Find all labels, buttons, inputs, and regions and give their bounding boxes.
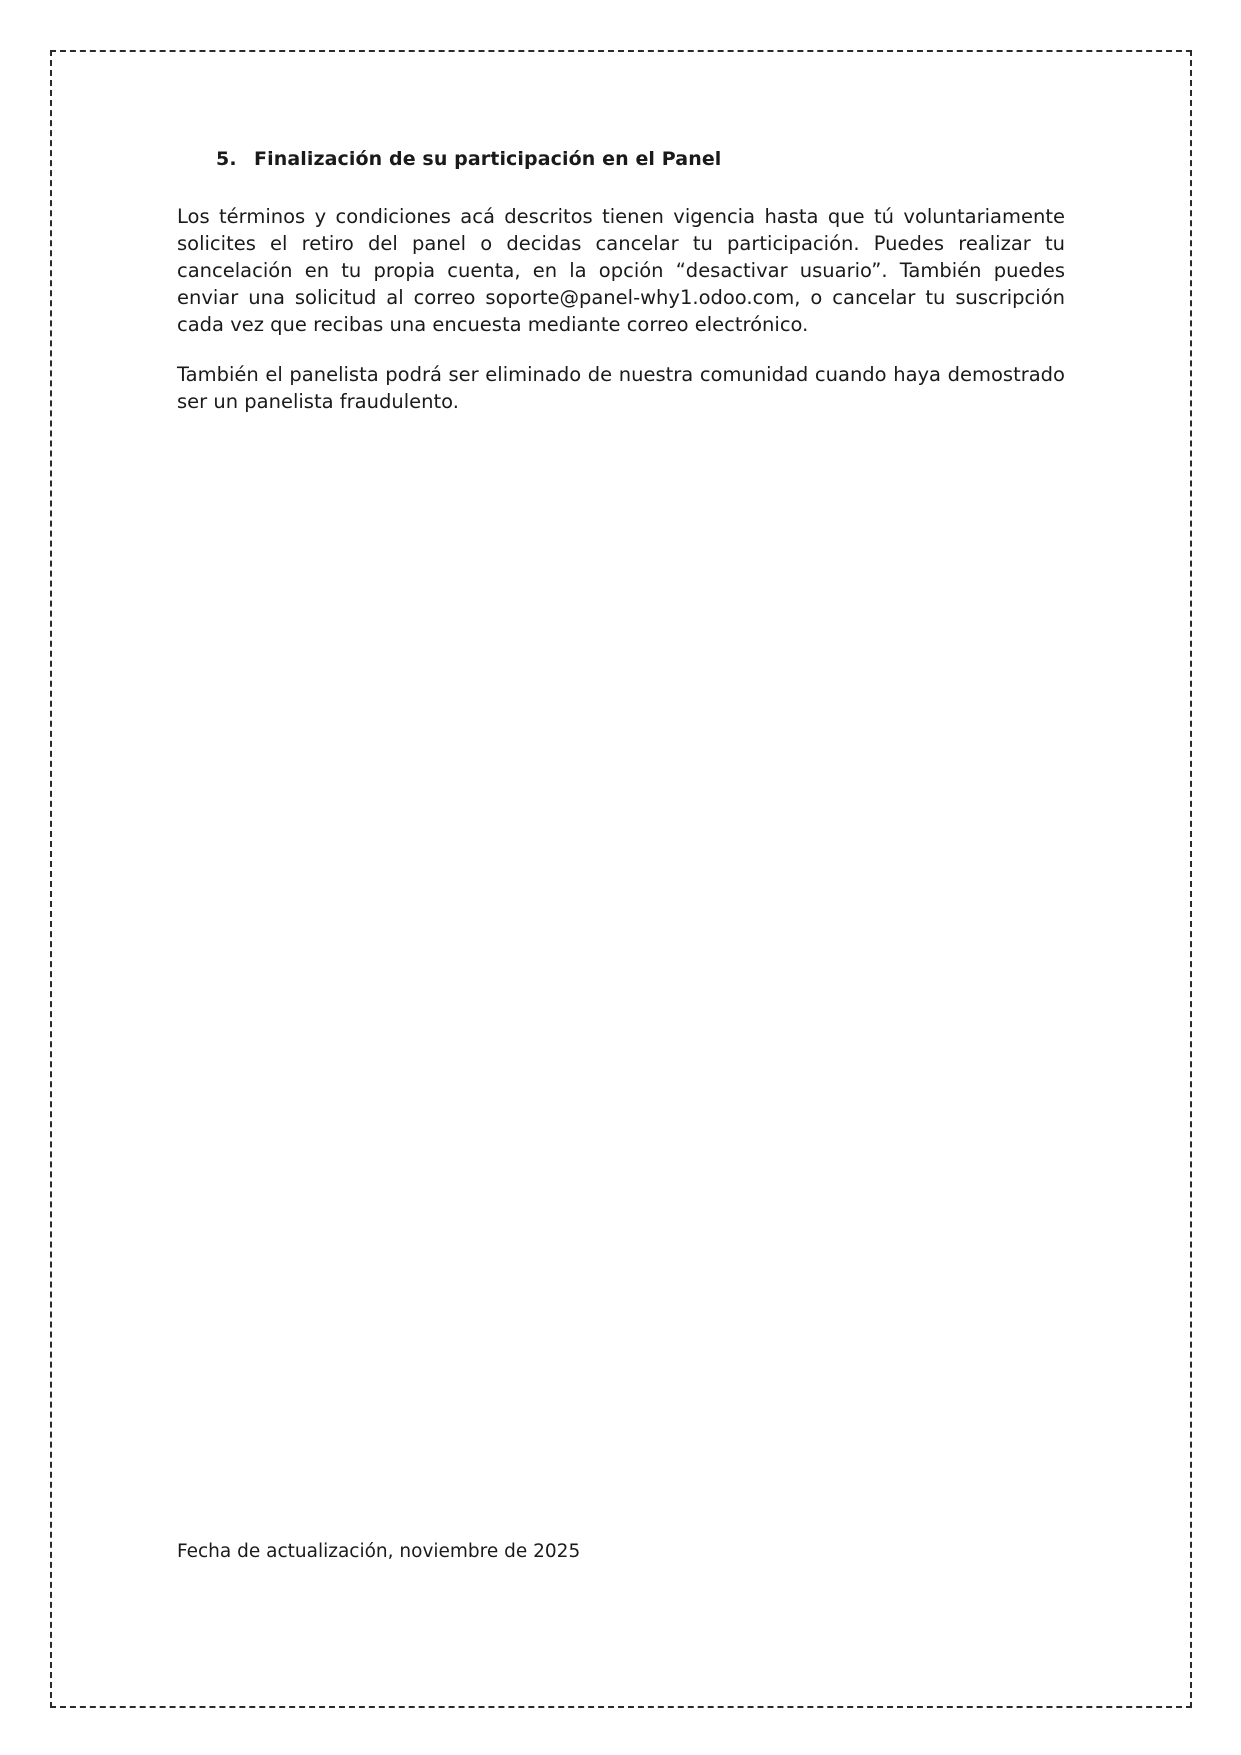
section-number: 5. xyxy=(216,148,237,170)
fraud-paragraph: También el panelista podrá ser eliminado de nuestra comunidad cuando haya demostrado ser un panelista fraudulento. xyxy=(177,363,1065,413)
section-heading xyxy=(216,148,721,170)
update-date: Fecha de actualización, noviembre de 2025 xyxy=(177,1541,581,1562)
section-title: Finalización de su participación en el Panel xyxy=(254,148,722,170)
terms-paragraph: Los términos y condiciones acá descritos tienen vigencia hasta que tú voluntariamente solicites el retiro del panel o decidas cancelar tu participación. Puedes realizar tu cancelación en tu propia cuenta, en la opción “desactivar usuario”. También puedes enviar una solicitud al correo soporte@panel-why1.odoo.com, o cancelar tu suscripción cada vez que recibas una encuesta mediante correo electrónico. xyxy=(177,205,1065,336)
